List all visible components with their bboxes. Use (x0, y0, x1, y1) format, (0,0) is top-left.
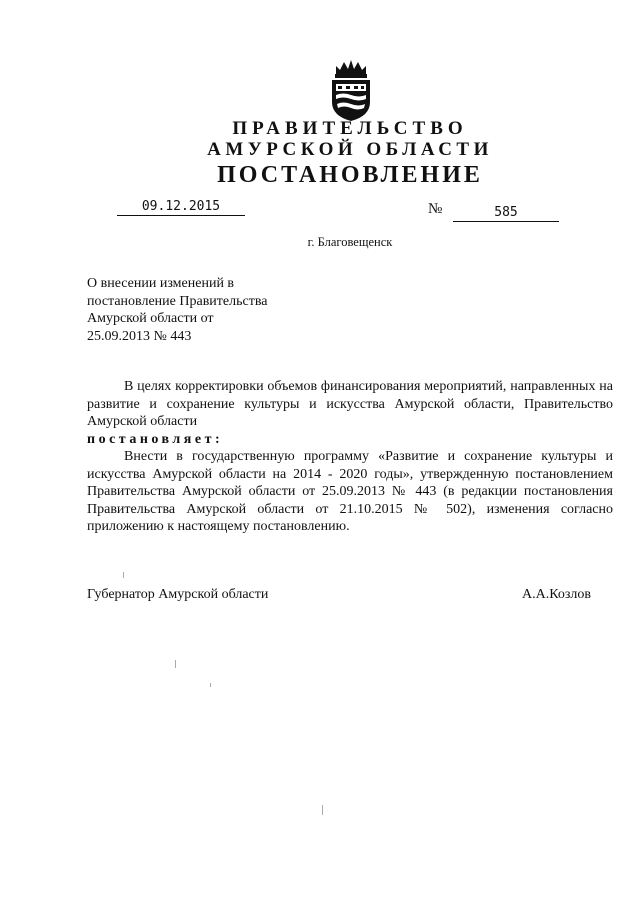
number-sign: № (428, 201, 443, 217)
scan-speck (322, 805, 323, 815)
scan-speck (123, 572, 124, 578)
signatory-name: А.А.Козлов (522, 587, 591, 602)
decree-paragraph: Внести в государственную программу «Развитие и сохранение культуры и искусства Амурской области на 2014 - 2020 годы», утвержденную постановлением Правительства Амурской области от 25.09.2013 № 443 (в редакции постановления Правительства Амурской области от 21.10.2015 № 502), изменения согласно приложению к настоящему постановлению. (87, 449, 613, 534)
government-heading: ПРАВИТЕЛЬСТВО (232, 118, 468, 139)
subject-line: Амурской области от (87, 311, 214, 326)
scan-speck (210, 683, 211, 687)
subject-line: постановление Правительства (87, 293, 268, 309)
scan-speck (175, 660, 176, 668)
region-heading: АМУРСКОЙ ОБЛАСТИ (207, 139, 493, 160)
decree-number: 585 (453, 205, 559, 222)
preamble-paragraph: В целях корректировки объемов финансирования мероприятий, направленных на развитие и сохранение культуры и искусства Амурской области, Правительство Амурской области (87, 379, 613, 429)
document-type-heading: ПОСТАНОВЛЕНИЕ (217, 162, 483, 188)
subject-block (87, 275, 317, 345)
signatory-position: Губернатор Амурской области (87, 587, 269, 602)
decree-date: 09.12.2015 (117, 199, 245, 216)
city-line: г. Благовещенск (307, 235, 393, 249)
decree-body (87, 378, 613, 536)
coat-of-arms-emblem (326, 58, 376, 122)
decree-word: постановляет: (87, 431, 224, 447)
subject-line: 25.09.2013 № 443 (87, 328, 192, 344)
subject-line: О внесении изменений в (87, 276, 235, 291)
